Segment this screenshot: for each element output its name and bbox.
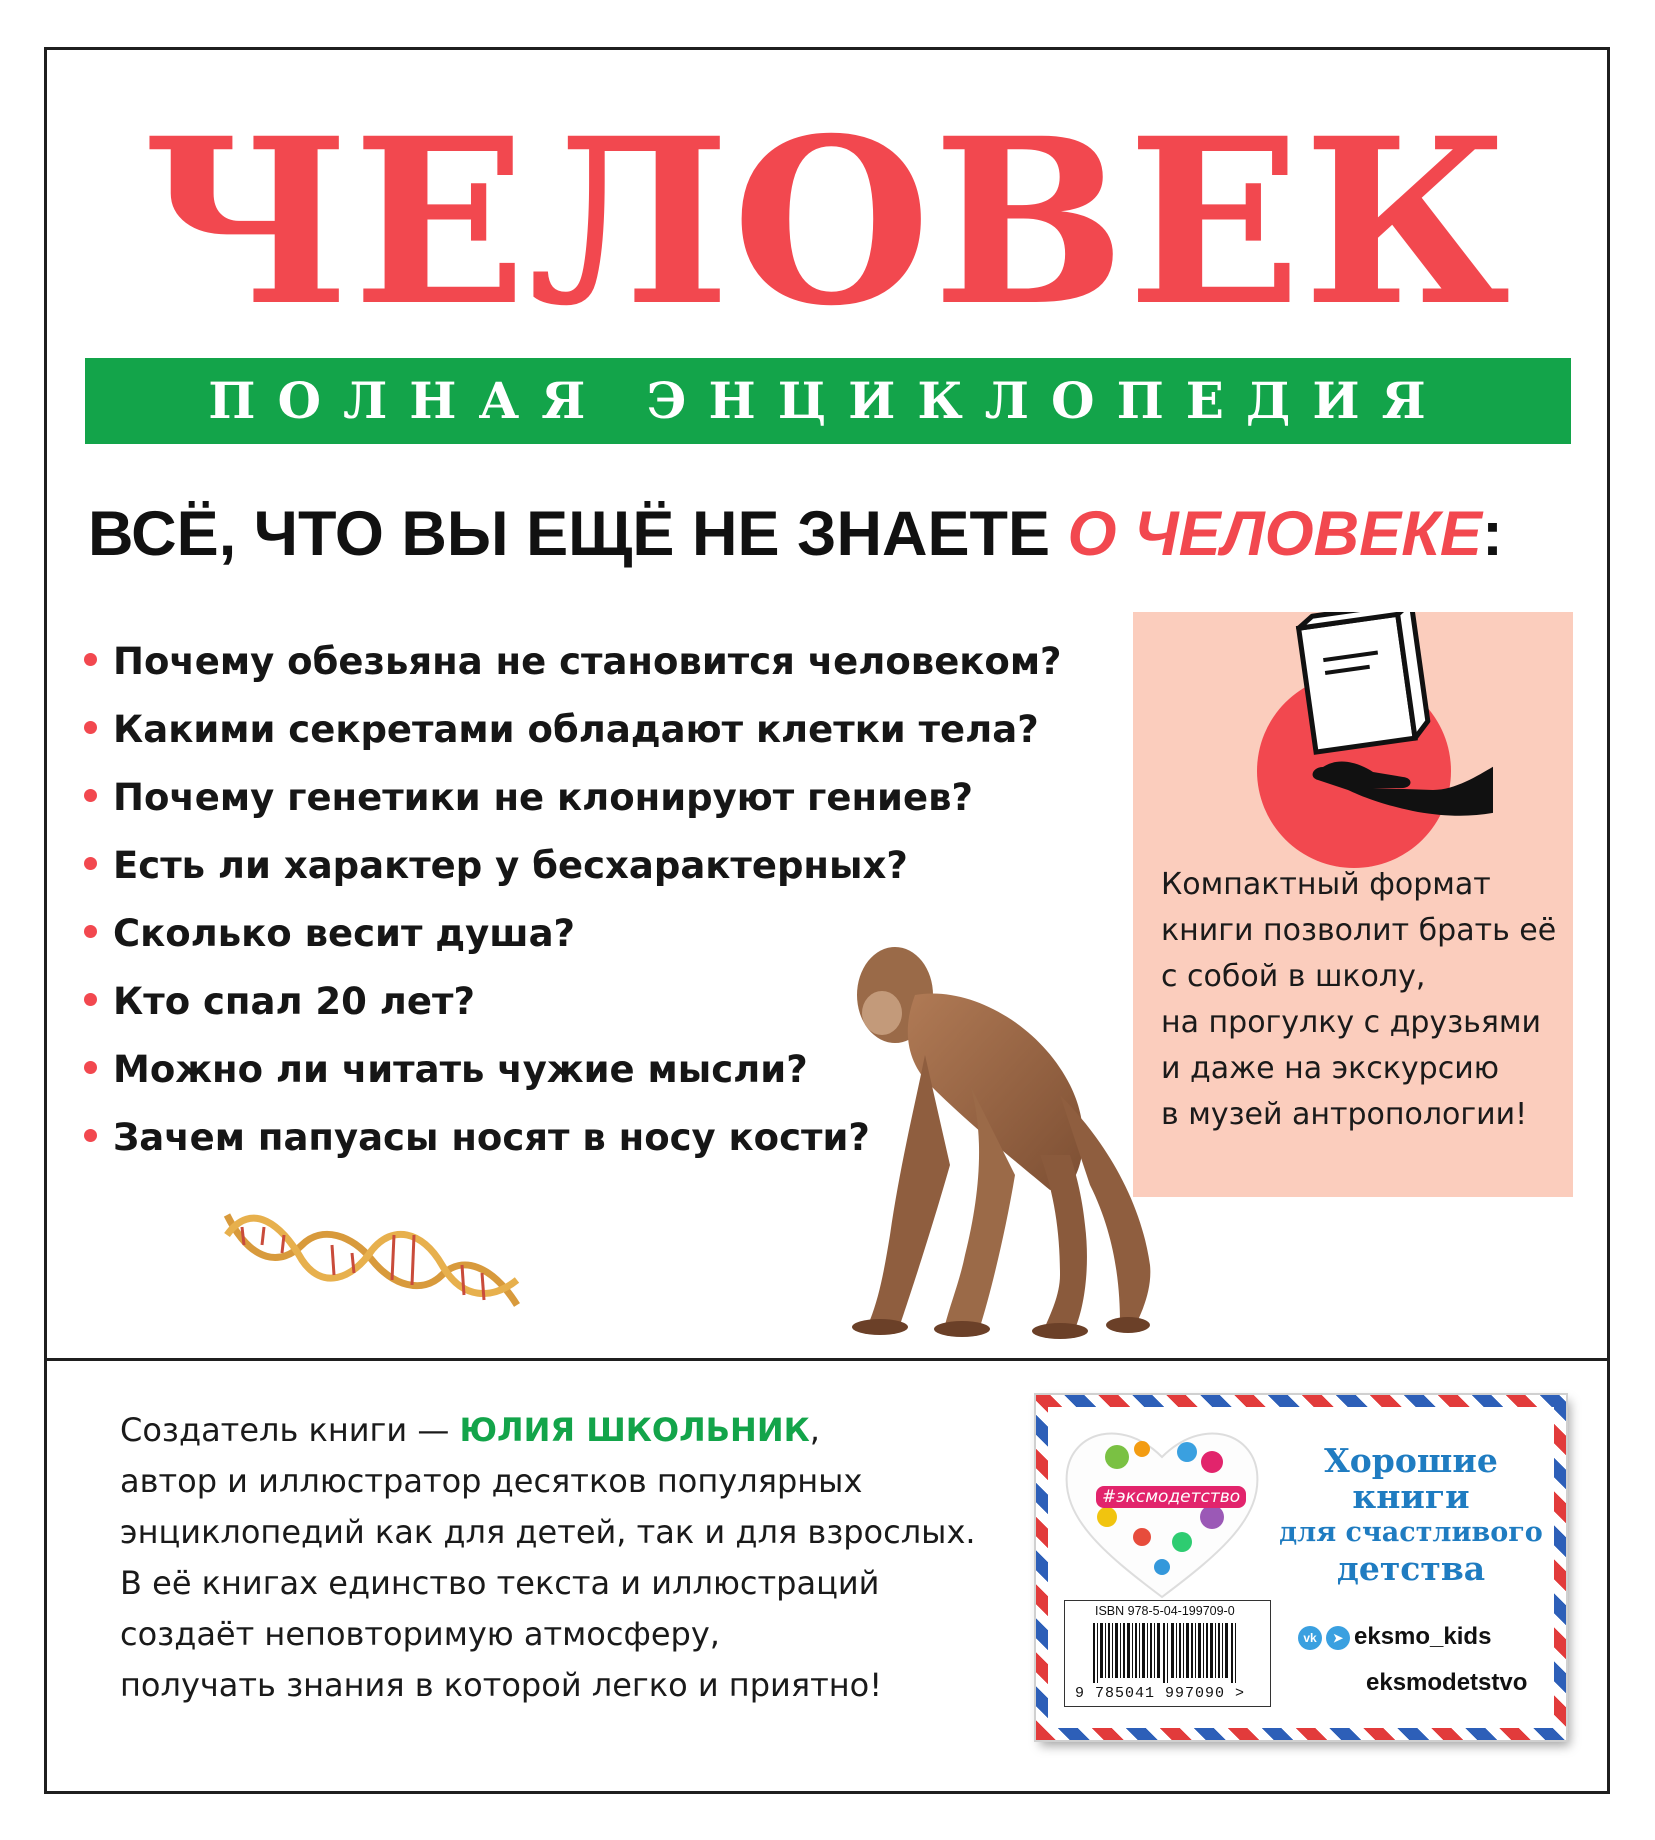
section-divider xyxy=(44,1358,1610,1361)
slogan-line: книги xyxy=(1352,1477,1470,1516)
social-handle-2: eksmodetstvo xyxy=(1366,1669,1528,1696)
list-item xyxy=(84,696,1062,764)
slogan xyxy=(1266,1443,1556,1587)
feature-line: с собой в школу, xyxy=(1161,959,1426,994)
list-item xyxy=(84,628,1062,696)
question-text: Какими секретами обладают клетки тела? xyxy=(113,708,1039,751)
question-text: Есть ли характер у бесхарактерных? xyxy=(113,844,908,887)
question-text: Зачем папуасы носят в носу кости? xyxy=(113,1116,870,1159)
bullet-icon xyxy=(84,1061,97,1074)
feature-line: Компактный формат xyxy=(1161,867,1491,902)
hashtag: #эксмодетство xyxy=(1096,1486,1246,1508)
author-line: автор и иллюстратор десятков популярных xyxy=(120,1462,863,1500)
author-line: создаёт неповторимую атмосферу, xyxy=(120,1615,720,1653)
publisher-card xyxy=(1036,1395,1566,1740)
author-line: получать знания в которой легко и приятно! xyxy=(120,1666,883,1704)
question-text: Можно ли читать чужие мысли? xyxy=(113,1048,808,1091)
bullet-icon xyxy=(84,1129,97,1142)
question-text: Кто спал 20 лет? xyxy=(113,980,475,1023)
feature-line: книги позволит брать её xyxy=(1161,913,1557,948)
subtitle-band xyxy=(85,358,1571,444)
author-name: ЮЛИЯ ШКОЛЬНИК xyxy=(459,1411,810,1449)
isbn-label: ISBN 978-5-04-199709-0 xyxy=(1095,1604,1235,1618)
feature-box xyxy=(1133,612,1573,1197)
dna-illustration xyxy=(222,1205,522,1315)
ape-illustration xyxy=(820,935,1170,1345)
question-text: Почему генетики не клонируют гениев? xyxy=(113,776,973,819)
bullet-icon xyxy=(84,721,97,734)
list-item xyxy=(84,832,1062,900)
feature-line: на прогулку с друзьями xyxy=(1161,1005,1542,1040)
bullet-icon xyxy=(84,993,97,1006)
bullet-icon xyxy=(84,857,97,870)
barcode-box xyxy=(1064,1600,1271,1707)
bullet-icon xyxy=(84,653,97,666)
author-intro: Создатель книги — xyxy=(120,1411,460,1449)
subtitle: ПОЛНАЯ ЭНЦИКЛОПЕДИЯ xyxy=(208,371,1448,430)
list-item xyxy=(84,764,1062,832)
slogan-line: детства xyxy=(1336,1549,1486,1588)
social-handle: eksmo_kids xyxy=(1354,1623,1492,1650)
feature-line: в музей антропологии! xyxy=(1161,1097,1528,1132)
social-line xyxy=(1298,1623,1491,1651)
question-text: Сколько весит душа? xyxy=(113,912,576,955)
book-in-hand-icon xyxy=(1253,612,1493,852)
author-line: В её книгах единство текста и иллюстраций xyxy=(120,1564,880,1602)
bullet-icon xyxy=(84,789,97,802)
feature-line: и даже на экскурсию xyxy=(1161,1051,1499,1086)
question-text: Почему обезьяна не становится человеком? xyxy=(113,640,1062,683)
barcode-icon xyxy=(1093,1623,1243,1683)
author-line: энциклопедий как для детей, так и для взрослых. xyxy=(120,1513,976,1551)
bullet-icon xyxy=(84,925,97,938)
author-intro-line xyxy=(120,1405,1000,1456)
slogan-line: для счастливого xyxy=(1279,1517,1543,1548)
feature-text xyxy=(1161,862,1571,1138)
author-comma: , xyxy=(809,1411,820,1449)
heading-suffix: : xyxy=(1481,499,1503,569)
heading-accent: О ЧЕЛОВЕКЕ xyxy=(1067,499,1482,569)
heading xyxy=(88,498,1503,570)
heading-prefix: ВСЁ, ЧТО ВЫ ЕЩЁ НЕ ЗНАЕТЕ xyxy=(88,499,1068,569)
telegram-icon: ➤ xyxy=(1326,1626,1350,1650)
author-block xyxy=(120,1405,1000,1711)
book-title: ЧЕЛОВЕК xyxy=(142,88,1513,356)
isbn-digits: 9 785041 997090 > xyxy=(1075,1685,1246,1702)
vk-icon: vk xyxy=(1298,1626,1322,1650)
heart-logo-icon xyxy=(1062,1417,1262,1602)
slogan-line: Хорошие xyxy=(1324,1441,1498,1480)
